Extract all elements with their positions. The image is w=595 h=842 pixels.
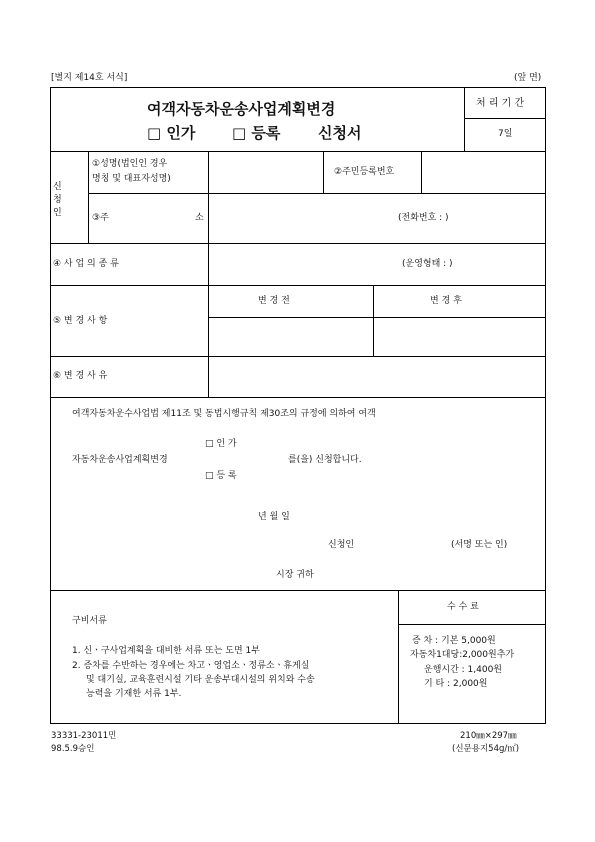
change-after-field[interactable] bbox=[374, 318, 545, 355]
resident-id-label: ②주민등록번호 bbox=[334, 167, 395, 177]
application-date-field[interactable]: 년 월 일 bbox=[258, 512, 290, 522]
processing-value: 7일 bbox=[498, 129, 513, 139]
change-before-field[interactable] bbox=[209, 318, 372, 355]
name-label-line1: ①성명(법인인 경우 bbox=[92, 159, 168, 169]
address-field[interactable] bbox=[209, 194, 545, 242]
fee-line-per-vehicle: 자동차1대당:2,000원추가 bbox=[410, 650, 515, 660]
id-label-left bbox=[323, 151, 324, 193]
documents-item-2-line2: 및 대기실, 교육훈련시설 기타 운송부대시설의 위치와 수송 bbox=[86, 675, 315, 685]
signature-field[interactable]: (서명 또는 인) bbox=[451, 540, 508, 550]
documents-item-2-line3: 능력을 기재한 서류 1부. bbox=[86, 689, 182, 699]
address-label-end: 소 bbox=[195, 213, 204, 223]
declaration-subject: 자동차운송사업계획변경 bbox=[72, 455, 168, 465]
documents-item-2-line1: 2. 증차를 수반하는 경우에는 차고ㆍ영업소ㆍ정류소ㆍ휴게실 bbox=[72, 661, 310, 671]
declaration-opt-registration[interactable]: □ 등 록 bbox=[205, 471, 237, 481]
business-type-label: ④ 사 업 의 종 류 bbox=[53, 259, 119, 269]
form-number: [별지 제14호 서식] bbox=[51, 73, 128, 83]
fee-line-other: 기 타 : 2,000원 bbox=[424, 679, 488, 689]
operation-type-field[interactable]: (운영형태 : ) bbox=[402, 259, 453, 269]
processing-label: 처 리 기 간 bbox=[476, 98, 525, 109]
form-title-suffix: 신청서 bbox=[318, 124, 362, 142]
form-title-line1: 여객자동차운송사업계획변경 bbox=[147, 100, 336, 118]
resident-id-field[interactable] bbox=[422, 152, 545, 192]
fee-title: 수 수 료 bbox=[447, 602, 479, 612]
change-reason-label: ⑥ 변 경 사 유 bbox=[53, 371, 108, 381]
rule-declaration-bottom bbox=[50, 590, 546, 591]
name-label-line2: 명칭 및 대표자성명) bbox=[92, 174, 171, 184]
documents-title: 구비서류 bbox=[72, 616, 107, 626]
rule-business-bottom bbox=[50, 285, 546, 286]
documents-item-1: 1. 신ㆍ구사업계획을 대비한 서류 또는 도면 1부 bbox=[72, 646, 260, 656]
form-code: 33331-23011민 bbox=[51, 731, 117, 741]
declaration-opt-approval[interactable]: □ 인 가 bbox=[205, 439, 237, 449]
applicant-sign-label: 신청인 bbox=[328, 540, 355, 550]
fee-title-rule bbox=[398, 624, 546, 625]
processing-rule bbox=[464, 118, 546, 119]
fee-column-divider bbox=[398, 590, 399, 724]
change-after-header: 변 경 후 bbox=[430, 296, 462, 306]
form-title-opt-registration: □ 등록 bbox=[232, 124, 281, 142]
business-type-field[interactable] bbox=[209, 244, 545, 284]
approval-date: 98.5.9승인 bbox=[51, 744, 95, 754]
phone-number-field[interactable]: (전화번호 : ) bbox=[398, 213, 449, 223]
applicant-section-divider bbox=[88, 151, 89, 243]
change-before-header: 변 경 전 bbox=[258, 296, 290, 306]
paper-size: 210㎜×297㎜ bbox=[460, 731, 517, 741]
processing-divider bbox=[464, 87, 465, 151]
rule-reason-bottom bbox=[50, 397, 546, 398]
form-title-opt-approval: □ 인가 bbox=[147, 124, 196, 142]
page-side: (앞 면) bbox=[514, 73, 542, 83]
applicant-section-label: 신 청 인 bbox=[53, 182, 62, 218]
paper-type: (신문용지54g/㎡) bbox=[452, 744, 520, 754]
declaration-request: 를(을) 신청합니다. bbox=[288, 455, 362, 465]
name-field[interactable] bbox=[209, 152, 322, 192]
change-reason-field[interactable] bbox=[209, 357, 545, 396]
declaration-text: 여객자동차운수사업법 제11조 및 동법시행규칙 제30조의 규정에 의하여 여객 bbox=[72, 409, 376, 419]
recipient: 시장 귀하 bbox=[276, 570, 314, 580]
fee-line-operating-hours: 운행시간 : 1,400원 bbox=[424, 665, 502, 675]
change-items-label: ⑤ 변 경 사 항 bbox=[53, 316, 108, 326]
address-label-start: ③주 bbox=[92, 213, 109, 223]
fee-line-vehicle-increase: 증 차 : 기본 5,000원 bbox=[412, 636, 496, 646]
